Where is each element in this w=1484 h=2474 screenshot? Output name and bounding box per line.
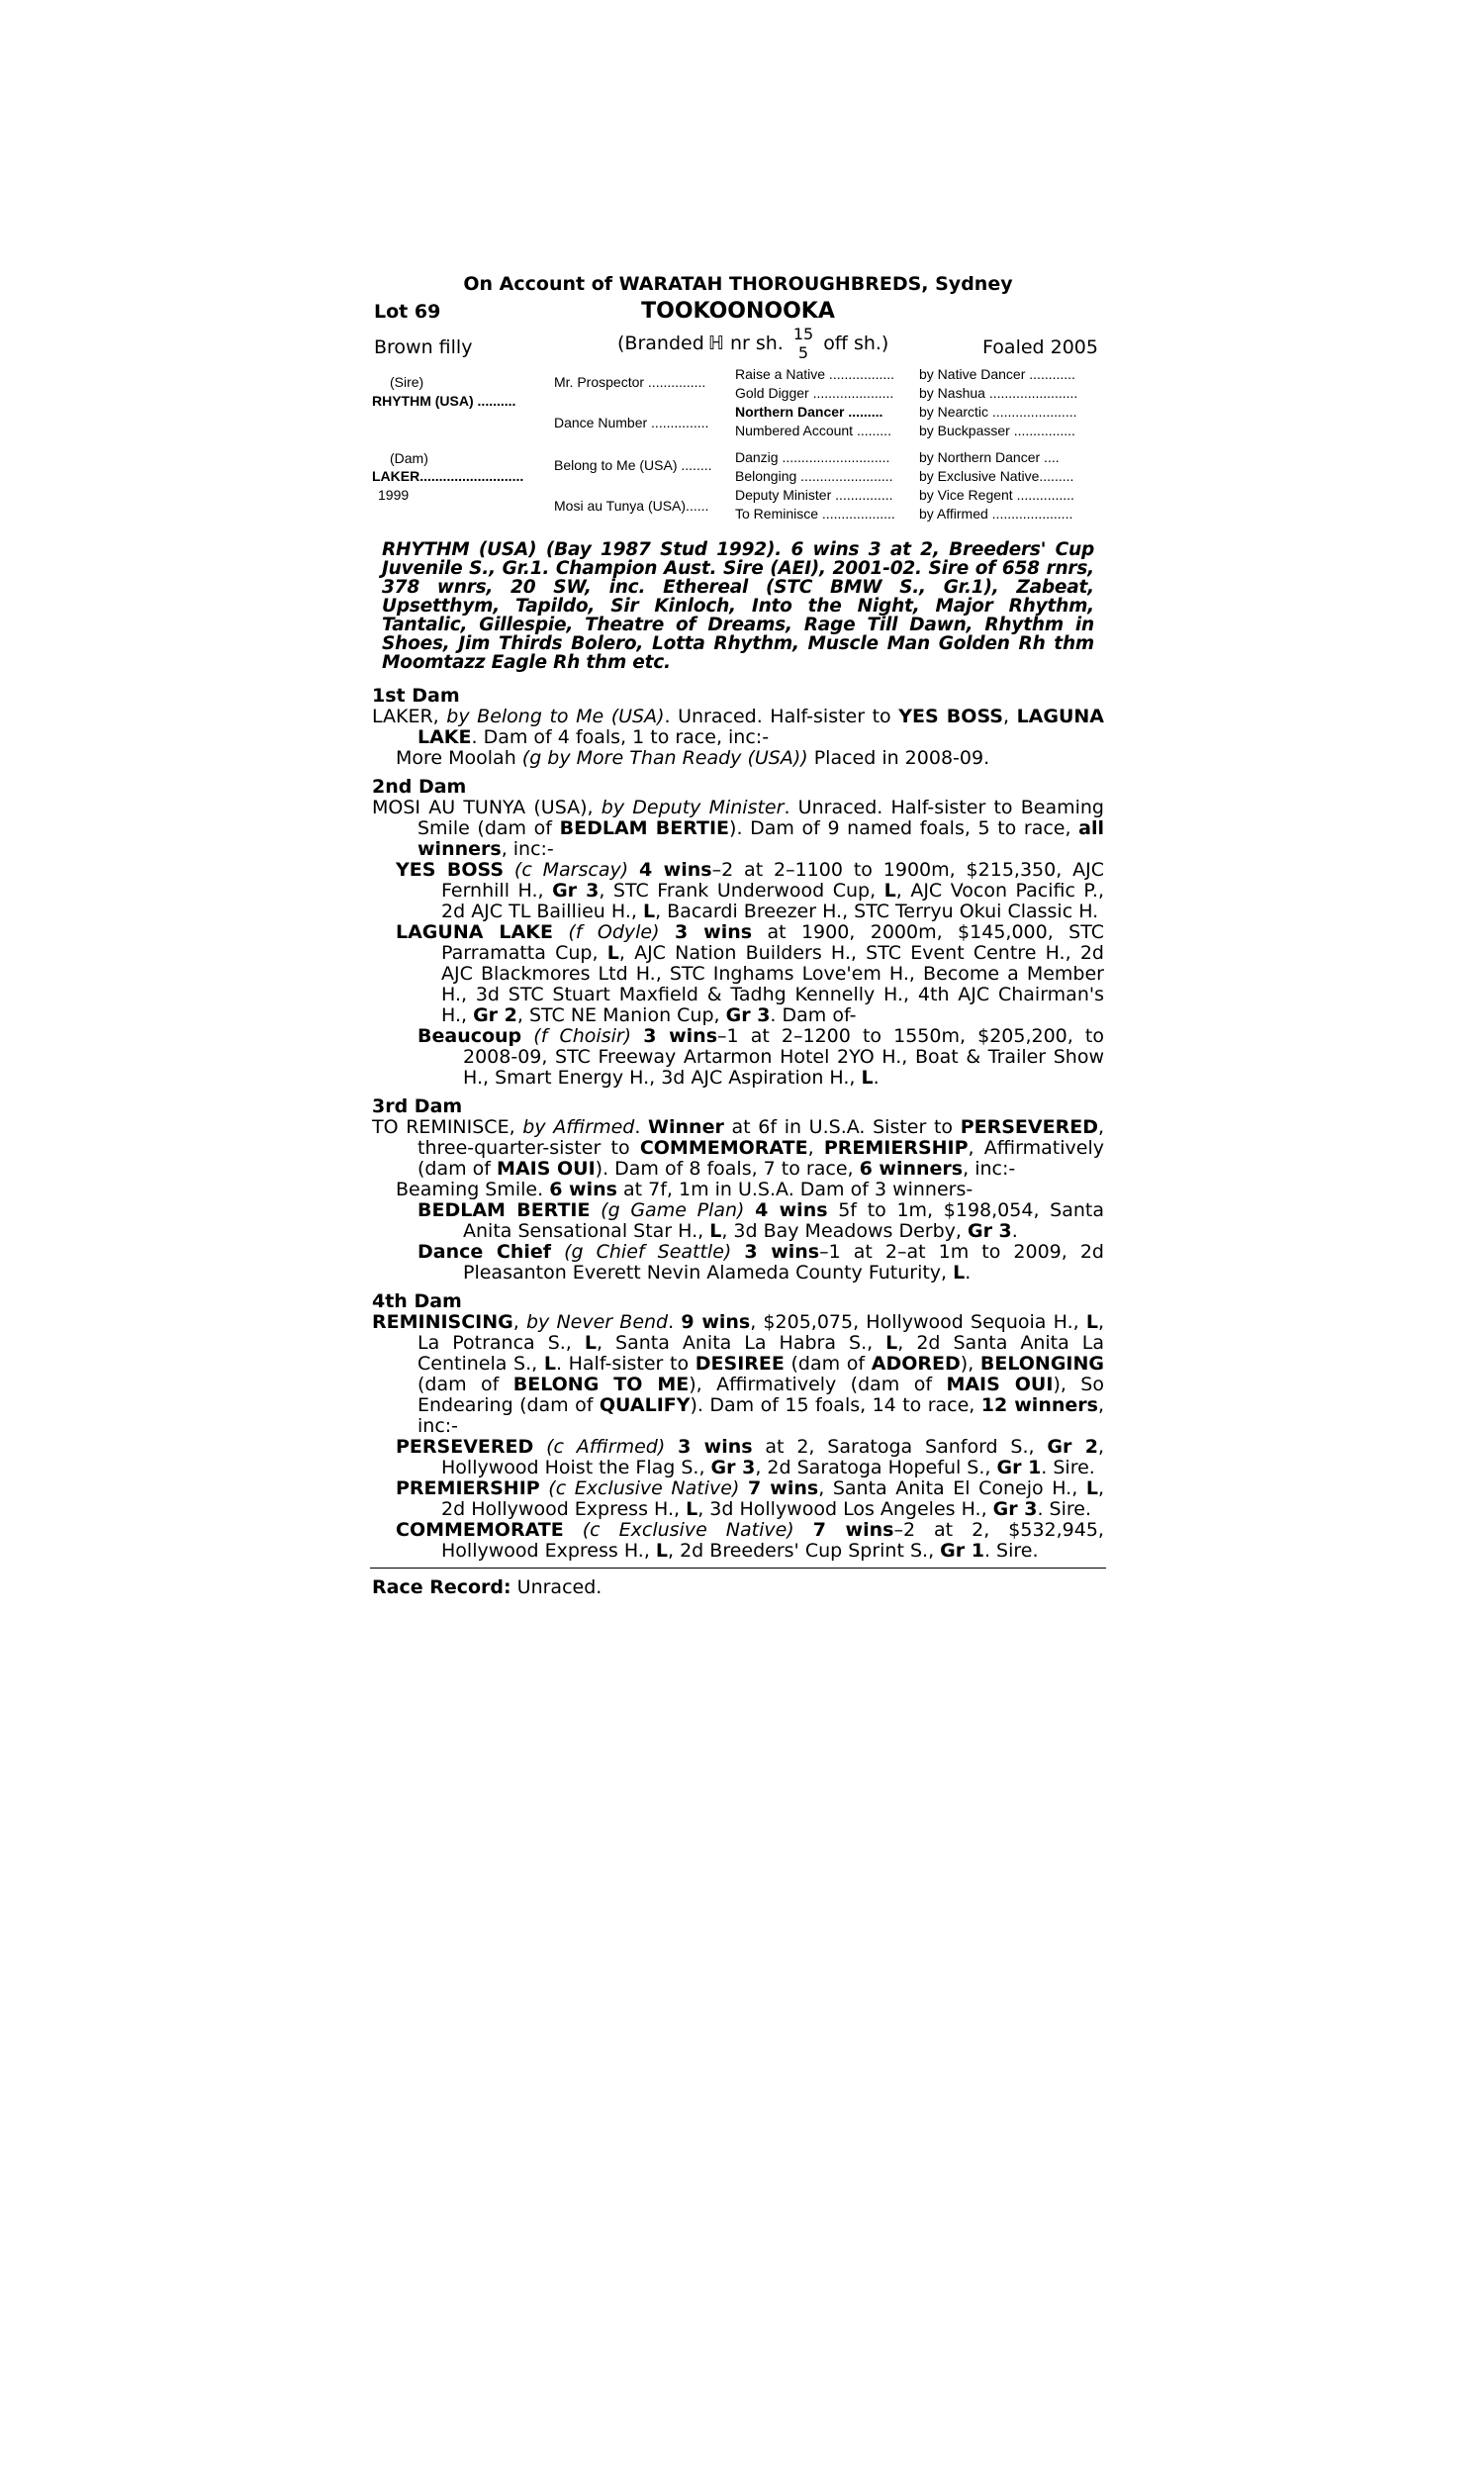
dam-entry: MOSI AU TUNYA (USA), by Deputy Minister. Unraced. Half-sister to Beaming Smile (dam of BEDLAM BERTIE). Dam of 9 named foals, 5 to race, all winners, inc:- bbox=[372, 797, 1105, 860]
horse-name: TOOKOONOOKA bbox=[641, 299, 835, 324]
brand-number-top: 15 bbox=[792, 325, 814, 343]
progeny-entry: Dance Chief (g Chief Seattle) 3 wins–1 at 2–at 1m to 2009, 2d Pleasanton Everett Nevin Alameda County Futurity, L. bbox=[417, 1241, 1104, 1284]
progeny-entry: PREMIERSHIP (c Exclusive Native) 7 wins, Santa Anita El Conejo H., L, 2d Hollywood Express H., L, 3d Hollywood Los Angeles H., Gr 3. Sire. bbox=[396, 1477, 1104, 1520]
progeny-entry: PERSEVERED (c Affirmed) 3 wins at 2, Saratoga Sanford S., Gr 2, Hollywood Hoist the Flag S., Gr 3, 2d Saratoga Hopeful S., Gr 1. Sire. bbox=[396, 1436, 1104, 1478]
progeny-entry: More Moolah (g by More Than Ready (USA)) Placed in 2008-09. bbox=[396, 747, 990, 769]
pedigree-gen2: Mr. Prospector ............... bbox=[554, 374, 706, 390]
progeny-entry: Beaming Smile. 6 wins at 7f, 1m in U.S.A. Dam of 3 winners- bbox=[396, 1179, 974, 1200]
progeny-entry: Beaucoup (f Choisir) 3 wins–1 at 2–1200 to 1550m, $205,200, to 2008-09, STC Freeway Artarmon Hotel 2YO H., Boat & Trailer Show H., Smart Energy H., 3d AJC Aspiration H., L. bbox=[417, 1025, 1104, 1089]
brand-info bbox=[617, 325, 888, 362]
brand-mark: ℍ nr sh. bbox=[707, 333, 784, 354]
pedigree-gen4: by Native Dancer ............ bbox=[919, 366, 1075, 382]
pedigree-gen4: by Northern Dancer .... bbox=[919, 449, 1060, 465]
pedigree-dam-label: (Dam) bbox=[390, 450, 428, 466]
pedigree-sire-label: (Sire) bbox=[390, 374, 424, 390]
pedigree-dam-year: 1999 bbox=[378, 487, 410, 503]
pedigree-gen3: Gold Digger ..................... bbox=[735, 385, 894, 401]
dam-entry: LAKER, by Belong to Me (USA). Unraced. Half-sister to YES BOSS, LAGUNA LAKE. Dam of 4 foals, 1 to race, inc:- bbox=[372, 706, 1105, 748]
pedigree-gen4: by Nashua ....................... bbox=[919, 385, 1078, 401]
pedigree-gen3: Northern Dancer ......... bbox=[735, 404, 883, 420]
pedigree-gen4: by Buckpasser ................ bbox=[919, 423, 1075, 438]
brand-suffix: off sh.) bbox=[823, 333, 889, 354]
race-record bbox=[372, 1576, 1104, 1598]
pedigree-gen2: Mosi au Tunya (USA)...... bbox=[554, 498, 709, 514]
brand-prefix: (Branded bbox=[617, 333, 704, 354]
pedigree-gen3: To Reminisce ................... bbox=[735, 506, 895, 522]
dam-entry: REMINISCING, by Never Bend. 9 wins, $205,075, Hollywood Sequoia H., L, La Potranca S., L, Santa Anita La Habra S., L, 2d Santa Anita La Centinela S., L. Half-sister to DESIREE (dam of ADORED), BELONGING (dam of BELONG TO ME), Affirmatively (dam of MAIS OUI), So Endearing (dam of QUALIFY). Dam of 15 foals, 14 to race, 12 winners, inc:- bbox=[372, 1311, 1105, 1437]
dam-entry: TO REMINISCE, by Affirmed. Winner at 6f in U.S.A. Sister to PERSEVERED, three-quarter-sister to COMMEMORATE, PREMIERSHIP, Affirmatively (dam of MAIS OUI). Dam of 8 foals, 7 to race, 6 winners, inc:- bbox=[372, 1116, 1105, 1180]
pedigree-gen2: Belong to Me (USA) ........ bbox=[554, 457, 712, 473]
pedigree-sire: RHYTHM (USA) .......... bbox=[372, 393, 516, 409]
pedigree-gen3: Raise a Native ................. bbox=[735, 366, 895, 382]
progeny-entry: BEDLAM BERTIE (g Game Plan) 4 wins 5f to 1m, $198,054, Santa Anita Sensational Star H., L, 3d Bay Meadows Derby, Gr 3. bbox=[417, 1199, 1105, 1242]
pedigree-gen4: by Affirmed ..................... bbox=[919, 506, 1073, 522]
catalogue-page bbox=[372, 273, 1104, 1598]
pedigree-gen4: by Vice Regent ............... bbox=[919, 487, 1074, 503]
section-title-3rd-dam: 3rd Dam bbox=[372, 1095, 463, 1117]
race-record-value: Unraced. bbox=[516, 1576, 603, 1598]
pedigree-gen4: by Nearctic ...................... bbox=[919, 404, 1077, 420]
progeny-entry: YES BOSS (c Marscay) 4 wins–2 at 2–1100 to 1900m, $215,350, AJC Fernhill H., Gr 3, STC Frank Underwood Cup, L, AJC Vocon Pacific P., 2d AJC TL Baillieu H., L, Bacardi Breezer H., STC Terryu Okui Classic H. bbox=[396, 859, 1104, 922]
brand-number-bottom: 5 bbox=[797, 343, 809, 362]
sire-summary: RHYTHM (USA) (Bay 1987 Stud 1992). 6 wins 3 at 2, Breeders' Cup Juvenile S., Gr.1. Champion Aust. Sire (AEI), 2001-02. Sire of 658 rnrs, 378 wnrs, 20 SW, inc. Ethereal (STC BMW S., Gr.1), Zabeat, Upsetthym, Tapildo, Sir Kinloch, Into the Night, Major Rhythm, Tantalic, Gillespie, Theatre of Dreams, Rage Till Dawn, Rhythm in Shoes, Jim Thirds Bolero, Lotta Rhythm, Muscle Man Golden Rh thm Moomtazz Eagle Rh thm etc. bbox=[382, 539, 1094, 673]
description-line bbox=[372, 325, 1104, 364]
progeny-entry: LAGUNA LAKE (f Odyle) 3 wins at 1900, 2000m, $145,000, STC Parramatta Cup, L, AJC Nation Builders H., STC Event Centre H., 2d AJC Blackmores Ltd H., STC Inghams Love'em H., Become a Member H., 3d STC Stuart Maxfield & Tadhg Kennelly H., 4th AJC Chairman's H., Gr 2, STC NE Manion Cup, Gr 3. Dam of- bbox=[396, 921, 1104, 1026]
race-record-label: Race Record: bbox=[372, 1576, 511, 1598]
pedigree-dam: LAKER........................... bbox=[372, 468, 524, 484]
pedigree-gen3: Numbered Account ......... bbox=[735, 423, 891, 438]
foaled-year: Foaled 2005 bbox=[982, 336, 1098, 358]
section-title-4th-dam: 4th Dam bbox=[372, 1290, 462, 1312]
consignor-heading: On Account of WARATAH THOROUGHBREDS, Sydney bbox=[463, 273, 1013, 295]
brand-number bbox=[793, 325, 813, 362]
section-title-1st-dam: 1st Dam bbox=[372, 685, 460, 707]
pedigree-gen3: Danzig ............................ bbox=[735, 449, 890, 465]
sex-colour: Brown filly bbox=[374, 336, 473, 358]
lot-line bbox=[372, 299, 1104, 325]
progeny-entry: COMMEMORATE (c Exclusive Native) 7 wins–2 at 2, $532,945, Hollywood Express H., L, 2d Breeders' Cup Sprint S., Gr 1. Sire. bbox=[396, 1519, 1104, 1562]
divider bbox=[370, 1568, 1106, 1569]
lot-number: Lot 69 bbox=[374, 301, 441, 323]
pedigree-gen4: by Exclusive Native......... bbox=[919, 468, 1074, 484]
pedigree-gen3: Deputy Minister ............... bbox=[735, 487, 893, 503]
pedigree-gen2: Dance Number ............... bbox=[554, 415, 709, 430]
section-title-2nd-dam: 2nd Dam bbox=[372, 776, 467, 798]
pedigree-table bbox=[372, 366, 1104, 528]
pedigree-gen3: Belonging ........................ bbox=[735, 468, 893, 484]
